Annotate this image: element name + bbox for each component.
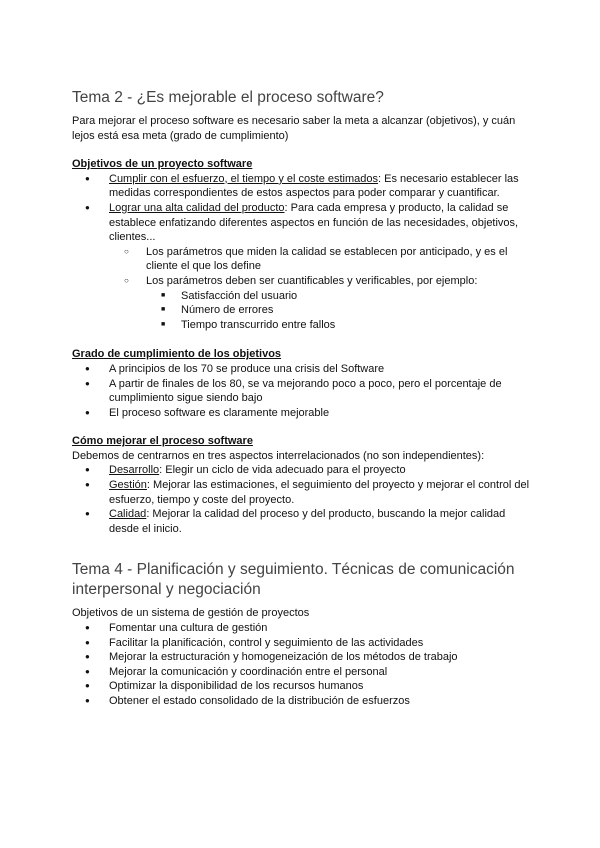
objetivo-text: : Para cada empresa y producto, la calidad se establece enfatizando diferentes aspectos en función de las necesidades, objetivos, clientes... [109, 201, 519, 244]
objetivo-text: : Es necesario establecer las medidas correspondientes de estos aspectos para poder comparar y cuantificar. [109, 172, 519, 200]
list-item [109, 274, 532, 332]
list-item [72, 201, 532, 332]
aspecto-text: : Mejorar la calidad del proceso y del producto, buscando la mejor calidad desde el inicio. [109, 508, 506, 535]
tema4-subtitle: Objetivos de un sistema de gestión de proyectos [72, 607, 310, 620]
list-item: ● El proceso software es claramente mejorable [72, 406, 532, 421]
aspecto-term: Gestión [109, 479, 147, 492]
list-item: ■ Satisfacción del usuario [146, 289, 532, 304]
list-item: ● Facilitar la planificación, control y seguimiento de las actividades [72, 636, 532, 651]
mejorar-intro: Debemos de centrarnos en tres aspectos interrelacionados (no son independientes): [72, 449, 485, 462]
list-item: ● Fomentar una cultura de gestión [72, 621, 532, 636]
tema2-heading: Tema 2 - ¿Es mejorable el proceso software? [72, 89, 384, 106]
list-item: ■ Número de errores [146, 303, 532, 318]
aspecto-term: Calidad [109, 508, 147, 521]
objetivo-term: Cumplir con el esfuerzo, el tiempo y el coste estimados [109, 172, 379, 185]
list-item [72, 507, 532, 536]
list-item: ● A principios de los 70 se produce una crisis del Software [72, 362, 532, 377]
list-item: ● Mejorar la comunicación y coordinación entre el personal [72, 665, 532, 680]
aspecto-term: Desarrollo [109, 464, 160, 477]
list-item: ○ Los parámetros que miden la calidad se establecen por anticipado, y es el cliente el que los define [109, 245, 532, 274]
list-item [72, 172, 532, 201]
ejemplos-sublist [146, 289, 532, 333]
grado-list [72, 362, 532, 420]
objetivos-title: Objetivos de un proyecto software [72, 158, 253, 171]
aspecto-text: : Mejorar las estimaciones, el seguimiento del proyecto y mejorar el control del esfuerzo, tiempo y coste del proyecto. [109, 479, 530, 506]
list-item: ● Obtener el estado consolidado de la distribución de esfuerzos [72, 694, 532, 709]
calidad-sublist [109, 245, 532, 333]
list-item [72, 478, 532, 507]
tema4-list [72, 621, 532, 709]
mejorar-title: Cómo mejorar el proceso software [72, 435, 253, 448]
tema4-heading: Tema 4 - Planificación y seguimiento. Técnicas de comunicación interpersonal y negociación [72, 561, 515, 599]
grado-title: Grado de cumplimiento de los objetivos [72, 348, 282, 361]
objetivos-list [72, 172, 532, 333]
mejorar-list [72, 463, 532, 536]
list-item [72, 463, 532, 478]
aspecto-text: : Elegir un ciclo de vida adecuado para el proyecto [159, 464, 406, 477]
list-item: ● Optimizar la disponibilidad de los recursos humanos [72, 679, 532, 694]
tema2-intro: Para mejorar el proceso software es necesario saber la meta a alcanzar (objetivos), y cuán lejos está esa meta (grado de cumplimiento) [72, 115, 516, 142]
list-item: ● A partir de finales de los 80, se va mejorando poco a poco, pero el porcentaje de cumplimiento sigue siendo bajo [72, 377, 532, 406]
list-item: ■ Tiempo transcurrido entre fallos [146, 318, 532, 333]
list-item: ● Mejorar la estructuración y homogeneización de los métodos de trabajo [72, 650, 532, 665]
document-page [72, 88, 532, 709]
objetivo-term: Lograr una alta calidad del producto [109, 201, 285, 214]
sublist-text: Los parámetros deben ser cuantificables y verificables, por ejemplo: [146, 274, 478, 287]
